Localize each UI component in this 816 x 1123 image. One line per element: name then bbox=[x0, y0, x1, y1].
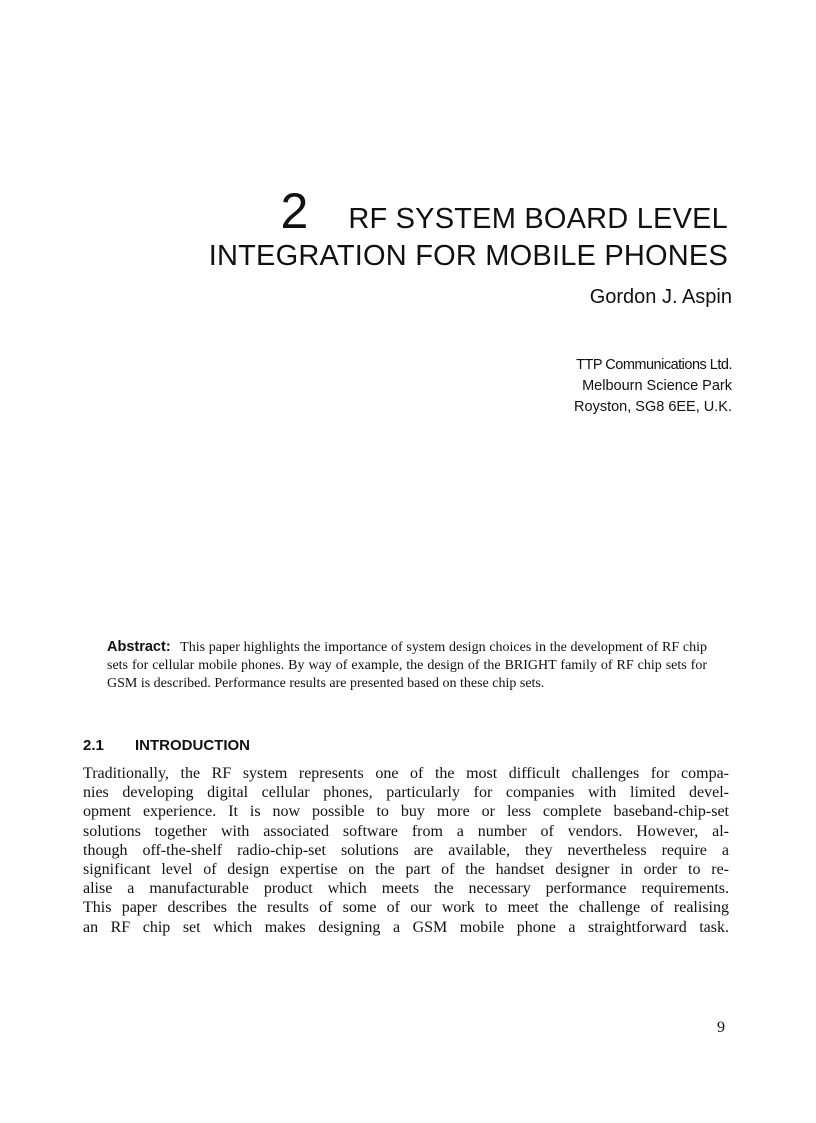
introduction-paragraph bbox=[83, 764, 729, 937]
chapter-title-line2: INTEGRATION FOR MOBILE PHONES bbox=[208, 240, 728, 272]
section-number: 2.1 bbox=[83, 737, 104, 754]
affiliation-address-line2: Royston, SG8 6EE, U.K. bbox=[574, 399, 732, 415]
abstract-text: This paper highlights the importance of system design choices in the development of RF chip sets for cellular mobile phones. By way of example, the design of the BRIGHT family of RF chip sets for GSM is described. Performance results are presented based on these chip sets. bbox=[107, 640, 707, 691]
affiliation-organization: TTP Communications Ltd. bbox=[576, 357, 732, 373]
paragraph-line: alise a manufacturable product which meets the necessary performance requirements. bbox=[83, 880, 729, 898]
paragraph-line: This paper describes the results of some of our work to meet the challenge of realising bbox=[83, 899, 729, 917]
author-name: Gordon J. Aspin bbox=[589, 286, 732, 308]
chapter-title-part1: RF SYSTEM BOARD LEVEL bbox=[348, 203, 728, 235]
paragraph-line: an RF chip set which makes designing a GSM mobile phone a straightforward task. bbox=[83, 918, 729, 936]
chapter-title-line1 bbox=[280, 183, 729, 239]
paragraph-line: opment experience. It is now possible to buy more or less complete baseband-chip-set bbox=[83, 803, 729, 821]
author-affiliation bbox=[574, 355, 732, 418]
section-title: INTRODUCTION bbox=[135, 737, 250, 754]
paragraph-line: solutions together with associated software from a number of vendors. However, al- bbox=[83, 822, 729, 840]
paragraph-line: though off-the-shelf radio-chip-set solutions are available, they nevertheless require a bbox=[83, 841, 729, 859]
paragraph-line: significant level of design expertise on the part of the handset designer in order to re- bbox=[83, 861, 729, 879]
section-heading bbox=[83, 737, 250, 754]
abstract bbox=[107, 638, 707, 693]
affiliation-address-line1: Melbourn Science Park bbox=[582, 378, 732, 394]
paragraph-line: nies developing digital cellular phones, particularly for companies with limited devel- bbox=[83, 784, 729, 802]
page-number: 9 bbox=[717, 1019, 725, 1036]
abstract-label: Abstract: bbox=[107, 639, 171, 655]
paragraph-line: Traditionally, the RF system represents one of the most difficult challenges for compa- bbox=[83, 765, 729, 782]
chapter-number: 2 bbox=[280, 183, 309, 239]
